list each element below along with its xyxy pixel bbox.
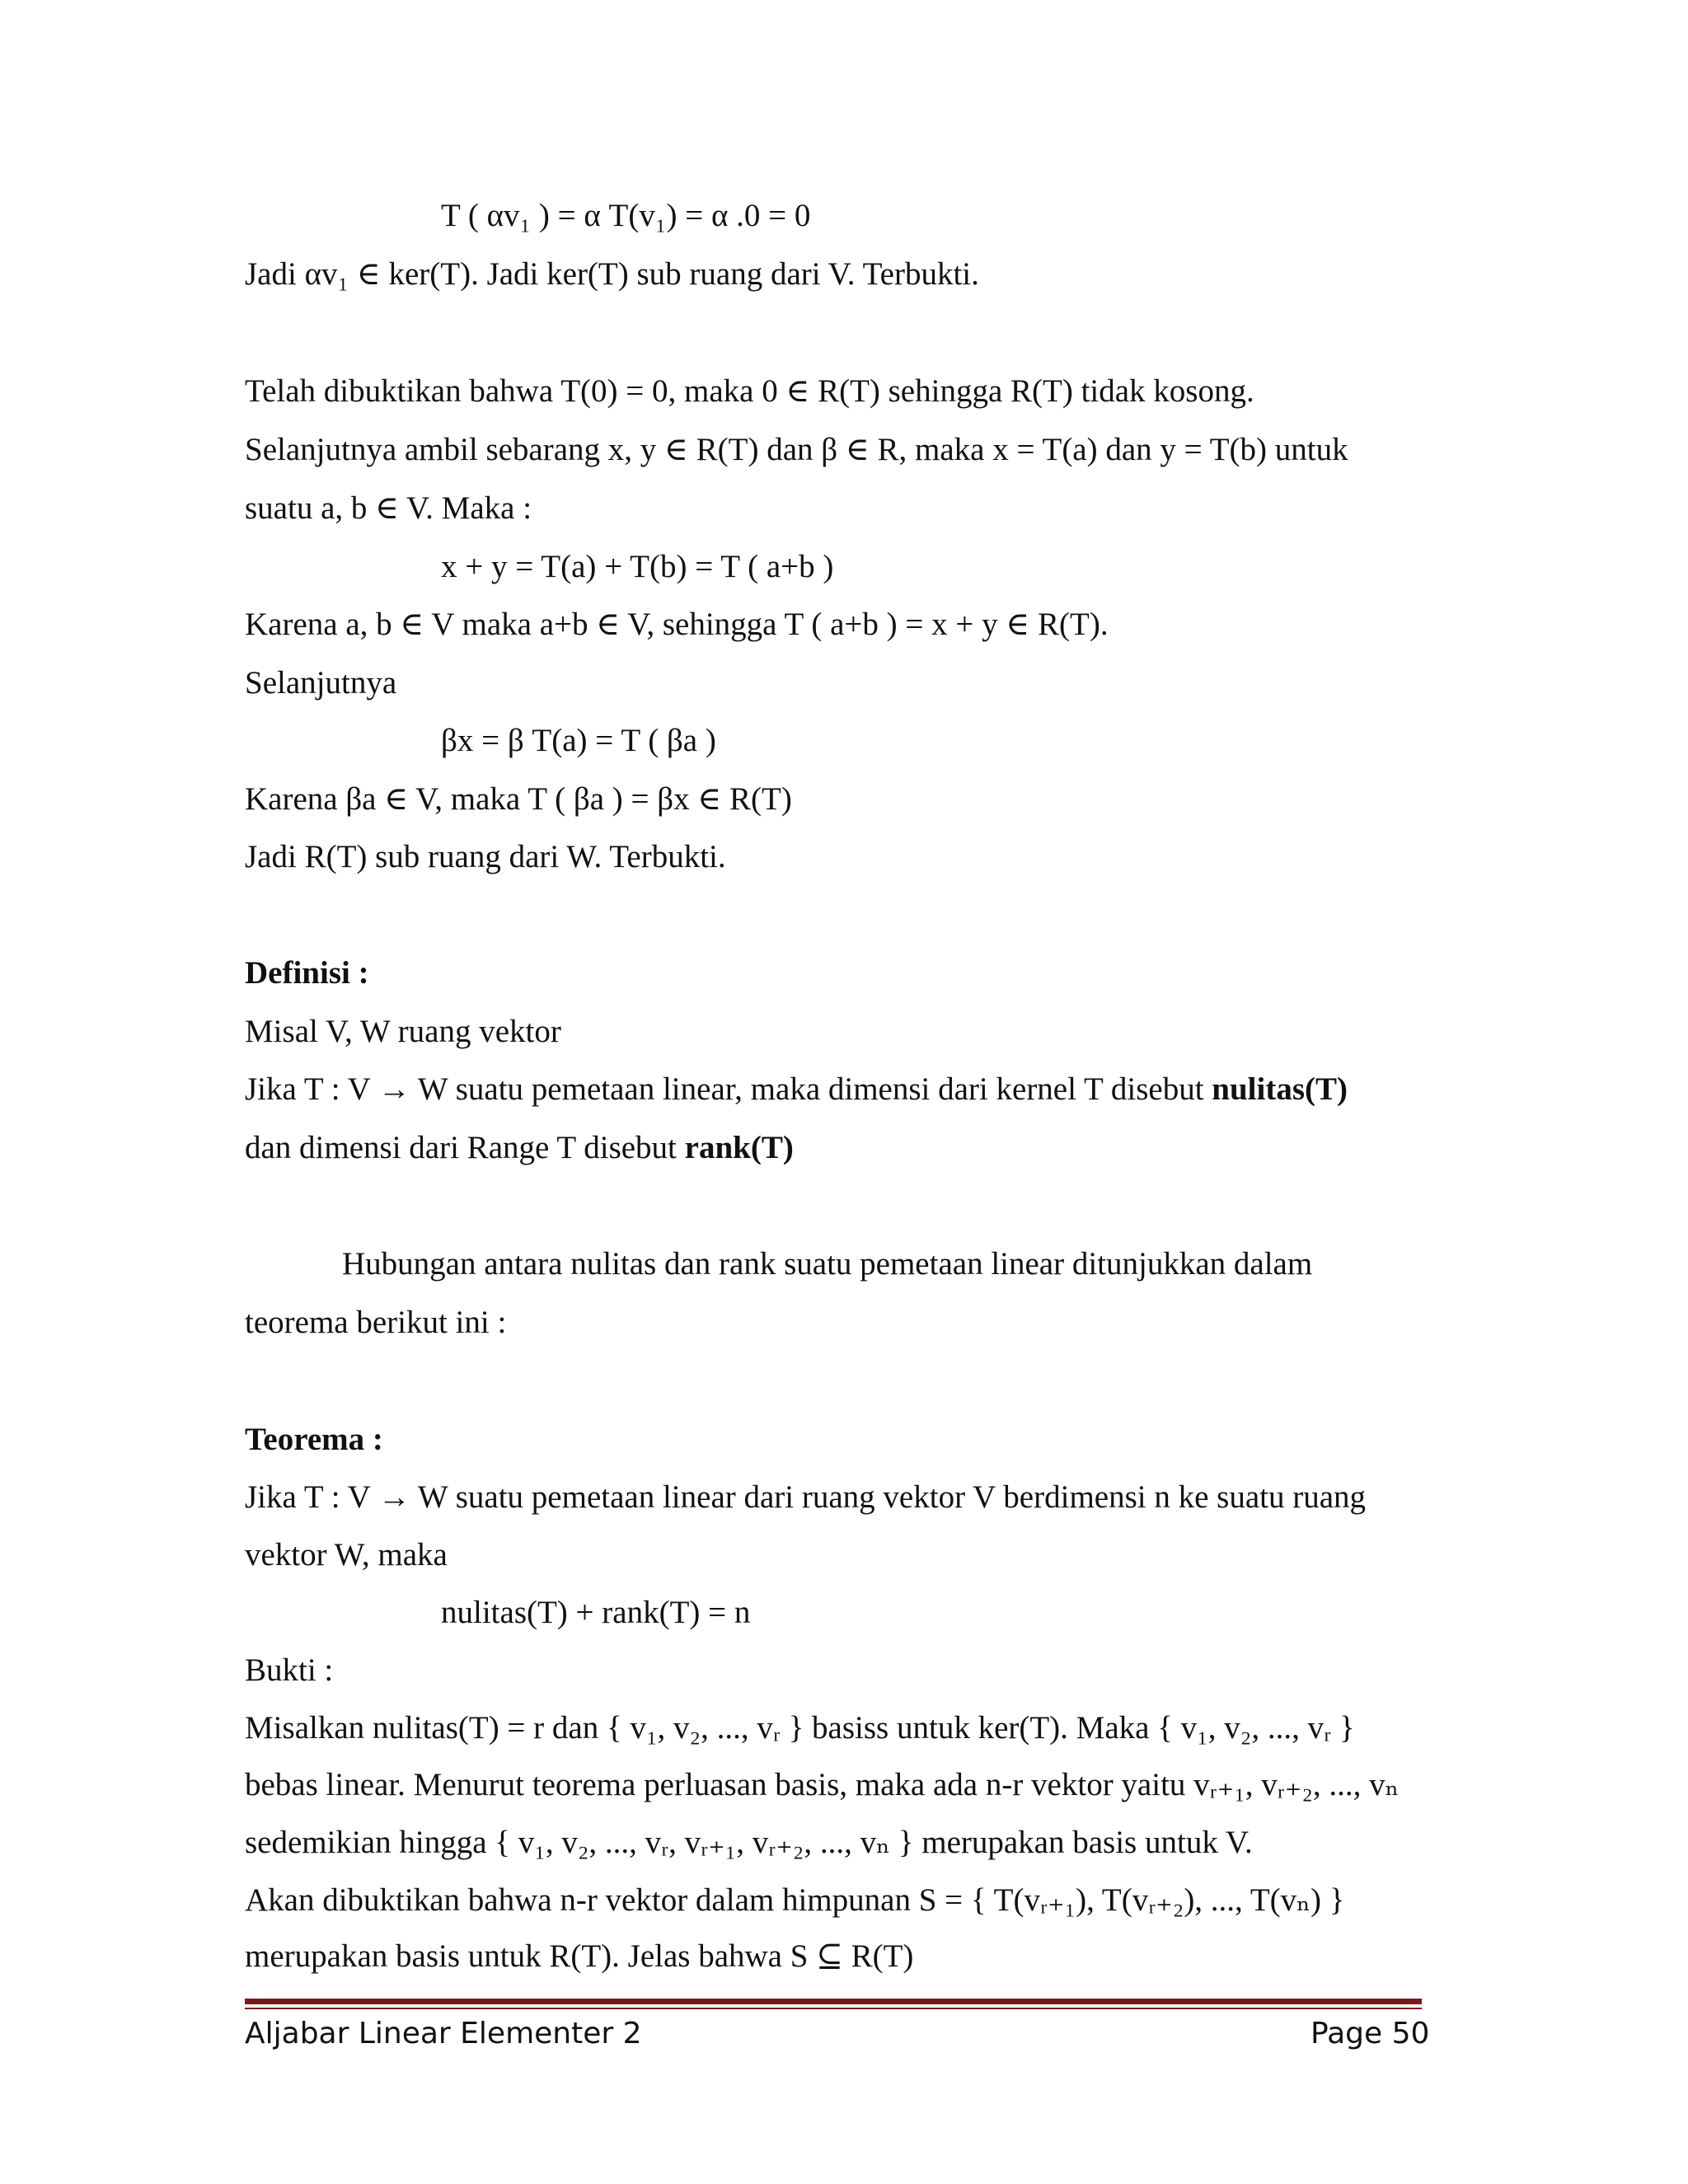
text-line: Bukti : <box>245 1652 334 1688</box>
text-span: dan dimensi dari Range T disebut <box>245 1130 685 1165</box>
text-line: Selanjutnya <box>245 665 397 701</box>
text-line: suatu a, b ∈ V. Maka : <box>245 490 532 526</box>
text-line: Misal V, W ruang vektor <box>245 1014 561 1049</box>
footer-divider <box>245 1999 1422 2004</box>
text-line <box>245 1128 794 1168</box>
text-line: Jadi R(T) sub ruang dari W. Terbukti. <box>245 839 726 874</box>
text-line: Telah dibuktikan bahwa T(0) = 0, maka 0 ∈ R(T) sehingga R(T) tidak kosong. <box>245 373 1254 409</box>
text-line: bebas linear. Menurut teorema perluasan basis, maka ada n-r vektor yaitu vᵣ₊₁, vᵣ₊₂, ..., vₙ <box>245 1767 1400 1802</box>
page-number: Page 50 <box>1311 2017 1430 2050</box>
text-line: Hubungan antara nulitas dan rank suatu pemetaan linear ditunjukkan dalam <box>342 1246 1313 1282</box>
text-line: Karena a, b ∈ V maka a+b ∈ V, sehingga T ( a+b ) = x + y ∈ R(T). <box>245 607 1109 642</box>
equation-line: βx = β T(a) = T ( βa ) <box>441 723 716 758</box>
text-line: teorema berikut ini : <box>245 1305 507 1340</box>
text-line <box>245 1070 1348 1109</box>
equation-line: nulitas(T) + rank(T) = n <box>441 1595 751 1630</box>
text-line: sedemikian hingga { v₁, v₂, ..., vᵣ, vᵣ₊₁, vᵣ₊₂, ..., vₙ } merupakan basis untuk V. <box>245 1825 1253 1860</box>
text-line: Jadi αv₁ ∈ ker(T). Jadi ker(T) sub ruang dari V. Terbukti. <box>245 256 979 292</box>
equation-line: x + y = T(a) + T(b) = T ( a+b ) <box>441 549 834 584</box>
text-line: merupakan basis untuk R(T). Jelas bahwa S ⊆ R(T) <box>245 1938 914 1974</box>
term-rank: rank(T) <box>684 1130 794 1165</box>
text-span: Jika T : V → W suatu pemetaan linear, maka dimensi dari kernel T disebut <box>245 1071 1212 1107</box>
text-line: Misalkan nulitas(T) = r dan { v₁, v₂, ..., vᵣ } basiss untuk ker(T). Maka { v₁, v₂, ..., vᵣ } <box>245 1710 1355 1746</box>
equation-line: T ( αv₁ ) = α T(v₁) = α .0 = 0 <box>441 198 811 233</box>
text-line: Selanjutnya ambil sebarang x, y ∈ R(T) dan β ∈ R, maka x = T(a) dan y = T(b) untuk <box>245 432 1348 467</box>
definition-heading: Definisi : <box>245 955 369 991</box>
text-line: Karena βa ∈ V, maka T ( βa ) = βx ∈ R(T) <box>245 781 792 817</box>
text-line: Jika T : V → W suatu pemetaan linear dari ruang vektor V berdimensi n ke suatu ruang <box>245 1479 1367 1515</box>
term-nulitas: nulitas(T) <box>1212 1071 1348 1107</box>
text-line: Akan dibuktikan bahwa n-r vektor dalam himpunan S = { T(vᵣ₊₁), T(vᵣ₊₂), ..., T(vₙ) } <box>245 1882 1345 1918</box>
text-line: vektor W, maka <box>245 1537 448 1572</box>
footer-title: Aljabar Linear Elementer 2 <box>245 2017 642 2050</box>
theorem-heading: Teorema : <box>245 1422 383 1457</box>
